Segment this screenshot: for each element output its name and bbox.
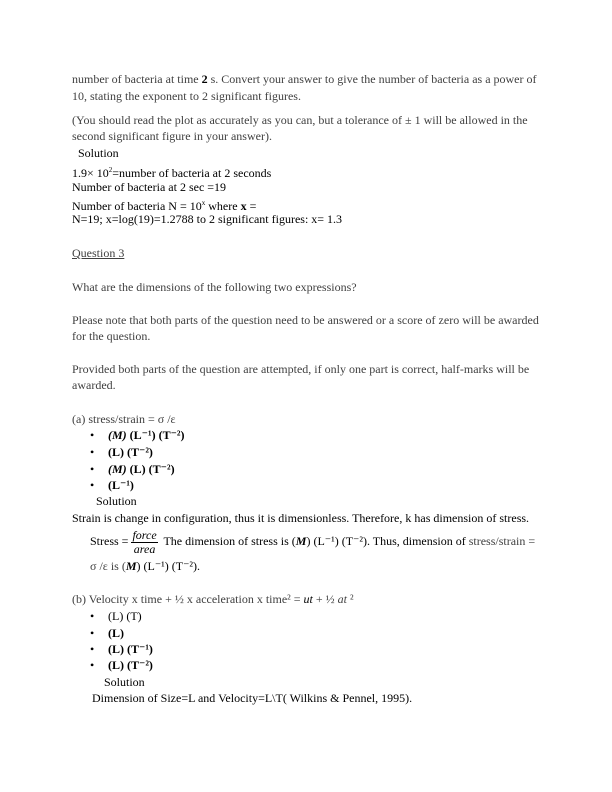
- part-b-label: (b) Velocity x time + ½ x acceleration x time² = ut + ½ at ²: [72, 592, 354, 606]
- q2-solution-line3: Number of bacteria $N = 10^x$ where x =: [72, 199, 257, 213]
- part-b-option-1[interactable]: (L) (T): [108, 609, 142, 623]
- q2-solution-line1: $1.9\times 10^2=number$ of bacteria at 2 seconds: [72, 166, 272, 180]
- q3-prompt: What are the dimensions of the following two expressions?: [72, 280, 357, 294]
- q3-note1-line2: for the question.: [72, 329, 151, 343]
- part-a-result: σ /ε is (M) (L⁻¹) (T⁻²).: [90, 559, 201, 573]
- part-b-solution-label: Solution: [104, 675, 145, 689]
- bullet-icon: •: [90, 428, 95, 442]
- bullet-icon: •: [90, 462, 95, 476]
- bullet-icon: •: [90, 445, 95, 459]
- part-a-label: (a) stress/strain = σ /ε: [72, 412, 176, 426]
- part-b-option-2[interactable]: (L): [108, 626, 124, 640]
- q3-heading: Question 3: [72, 246, 125, 260]
- q2-note-line1: (You should read the plot as accurately as you can, but a tolerance of ± 1 will be allowed in the: [72, 113, 528, 127]
- q2-text-line2: 10, stating the exponent to 2 significant figures.: [72, 89, 301, 103]
- q2-solution-label: Solution: [78, 146, 119, 160]
- q2-solution-line4: N=19; x=log(19)=1.2788 to 2 significant figures: x= 1.3: [72, 212, 343, 226]
- bullet-icon: •: [90, 609, 95, 623]
- part-a-option-1[interactable]: (M) (L⁻¹) (T⁻²): [108, 428, 185, 442]
- bullet-icon: •: [90, 478, 95, 492]
- bullet-icon: •: [90, 626, 95, 640]
- part-a-solution-label: Solution: [96, 494, 137, 508]
- part-b-explanation: Dimension of Size=L and Velocity=L\T( Wilkins & Pennel, 1995).: [92, 691, 413, 705]
- q2-note-line2: second significant figure in your answer).: [72, 129, 272, 143]
- part-b-option-3[interactable]: (L) (T⁻¹): [108, 642, 153, 656]
- q3-note2-line2: awarded.: [72, 378, 116, 392]
- part-a-option-4[interactable]: (L⁻¹): [108, 478, 134, 492]
- bullet-icon: •: [90, 658, 95, 672]
- part-a-explanation: Strain is change in configuration, thus it is dimensionless. Therefore, k has dimension of stress.: [72, 511, 530, 525]
- stress-formula-line: Stress = $\frac{\text{force}}{\text{area}}$ The dimension of stress is (M) (L⁻¹) (T⁻²). Thus, dimension of stress/strain =: [90, 527, 536, 556]
- q3-note1-line1: Please note that both parts of the question need to be answered or a score of zero will be awarded: [72, 313, 539, 327]
- force-over-area-fraction: $\frac{\text{force}}{\text{area}}$: [132, 527, 157, 556]
- bullet-icon: •: [90, 642, 95, 656]
- q2-solution-line2: Number of bacteria at 2 sec =19: [72, 180, 227, 194]
- q2-text-line1: number of bacteria at time 2 s. Convert your answer to give the number of bacteria as a power of: [72, 72, 537, 86]
- part-b-option-4[interactable]: (L) (T⁻²): [108, 658, 153, 672]
- part-a-option-2[interactable]: (L) (T⁻²): [108, 445, 153, 459]
- q3-note2-line1: Provided both parts of the question are attempted, if only one part is correct, half-marks will be: [72, 362, 530, 376]
- part-a-option-3[interactable]: (M) (L) (T⁻²): [108, 462, 175, 476]
